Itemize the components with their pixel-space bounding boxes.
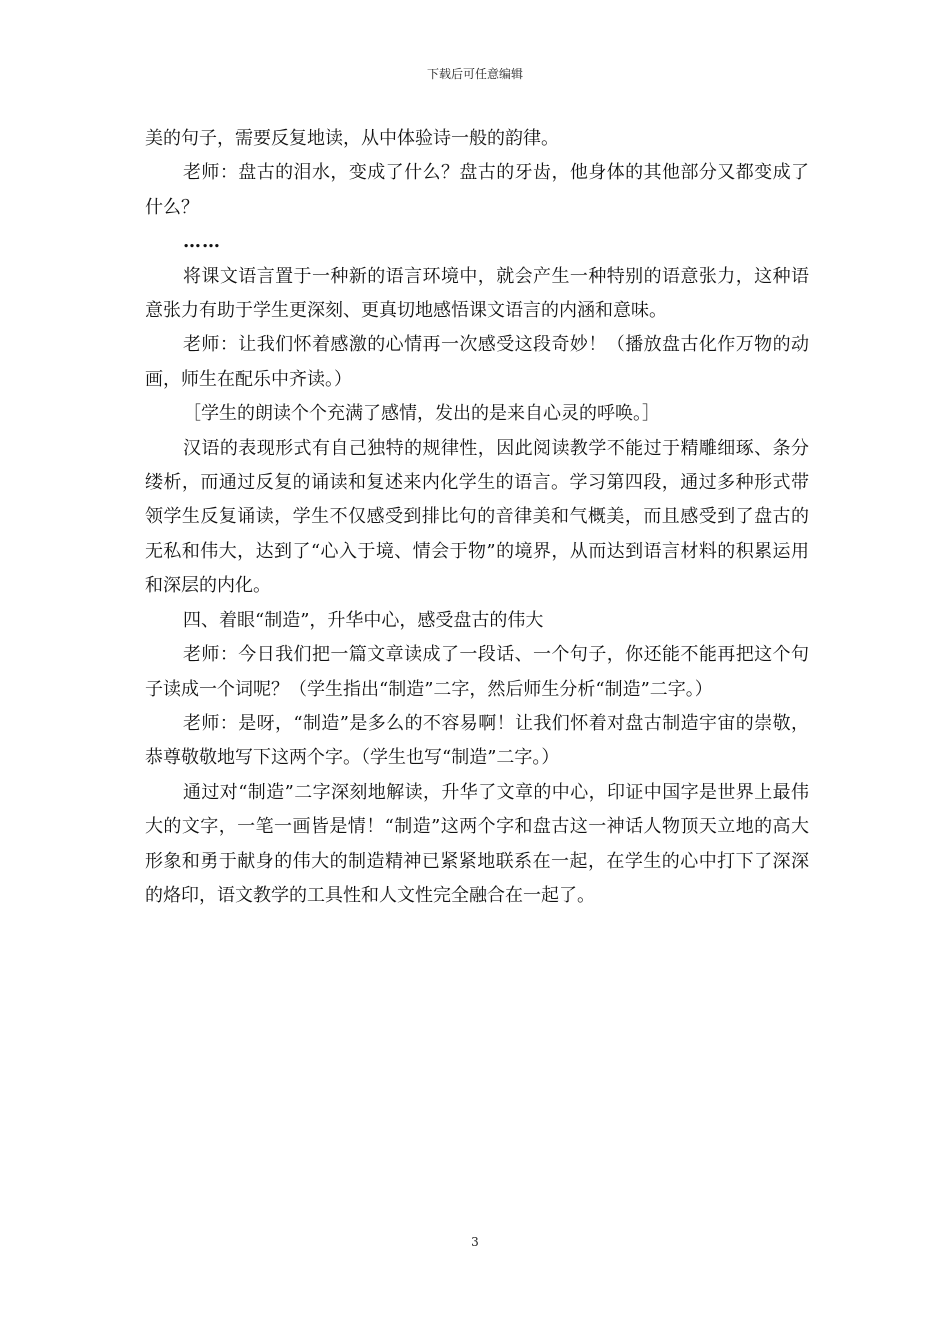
paragraph-ellipsis: ……: [183, 231, 221, 253]
page-header: 下载后可任意编辑: [426, 67, 523, 81]
paragraph-student-note: ［学生的朗读个个充满了感情，发出的是来自心灵的呼唤。］: [183, 403, 660, 425]
paragraph-conclusion: 通过对“制造”二字深刻地解读，升华了文章的中心，印证中国字是世界上最伟大的文字，一笔一画皆是情！“制造”这两个字和盘古这一神话人物顶天立地的高大形象和勇于献身的伟大的制造精神已紧紧地联系在一起，在学生的心中打下了深深的烙印，语文教学的工具性和人文性完全融合在一起了。: [145, 781, 809, 906]
page-number: 3: [471, 1235, 479, 1249]
document-body: [145, 122, 809, 913]
paragraph-commentary-tension: 将课文语言置于一种新的语言环境中，就会产生一种特别的语意张力，这种语意张力有助于学生更深刻、更真切地感悟课文语言的内涵和意味。: [145, 265, 809, 322]
section-heading-four: 四、着眼“制造”，升华中心，感受盘古的伟大: [183, 609, 544, 631]
paragraph-teacher-write: 老师：是呀，“制造”是多么的不容易啊！让我们怀着对盘古制造宇宙的崇敬，恭尊敬敬地写下这两个字。（学生也写“制造”二字。）: [145, 712, 809, 769]
paragraph-continuation: 美的句子，需要反复地读，从中体验诗一般的韵律。: [145, 128, 559, 149]
paragraph-teacher-word: 老师：今日我们把一篇文章读成了一段话、一个句子，你还能不能再把这个句子读成一个词呢？（学生指出“制造”二字，然后师生分析“制造”二字。）: [145, 644, 809, 700]
paragraph-commentary-language: 汉语的表现形式有自己独特的规律性，因此阅读教学不能过于精雕细琢、条分缕析，而通过反复的诵读和复述来内化学生的语言。学习第四段，通过多种形式带领学生反复诵读，学生不仅感受到排比句的音律美和气概美，而且感受到了盘古的无私和伟大，达到了“心入于境、情会于物”的境界，从而达到语言材料的积累运用和深层的内化。: [145, 437, 809, 597]
paragraph-teacher-reading: 老师：让我们怀着感激的心情再一次感受这段奇妙！（播放盘古化作万物的动画，师生在配乐中齐读。）: [145, 334, 809, 390]
paragraph-teacher-question: 老师：盘古的泪水，变成了什么？盘古的牙齿，他身体的其他部分又都变成了什么？: [145, 162, 809, 218]
